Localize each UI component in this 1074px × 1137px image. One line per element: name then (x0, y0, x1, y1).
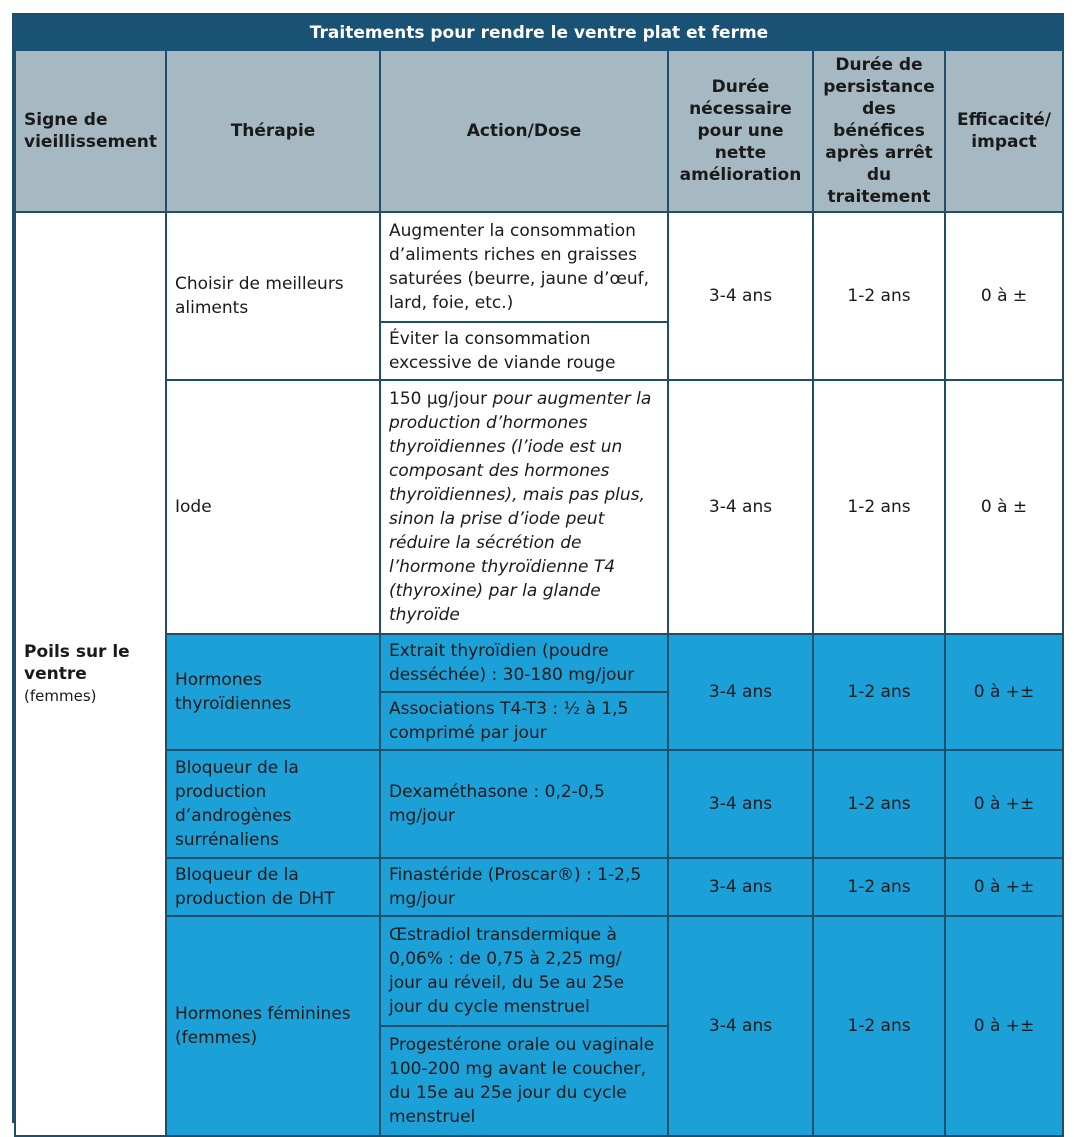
action-cell: Finastéride (Proscar®) : 1-2,5 mg/jour (380, 858, 668, 916)
header-efficacy: Efficacité/ impact (945, 50, 1063, 212)
therapy-cell: Hormones thyroïdiennes (166, 634, 380, 750)
action-cell (380, 380, 668, 634)
action-cell: Extrait thyroïdien (poudre desséchée) : 30-180 mg/jour (380, 634, 668, 692)
table-row (15, 858, 1063, 916)
therapy-cell: Iode (166, 380, 380, 634)
therapy-cell: Choisir de meilleurs aliments (166, 212, 380, 380)
therapy-cell: Bloqueur de la production d’androgènes surrénaliens (166, 750, 380, 858)
header-persistence: Durée de persistance des bénéfices après arrêt du traitement (813, 50, 945, 212)
efficacy-cell: 0 à ± (945, 212, 1063, 380)
sign-name: Poils sur le ventre (24, 642, 130, 684)
header-therapy: Thérapie (166, 50, 380, 212)
sign-note: (femmes) (24, 687, 97, 705)
persistence-cell: 1-2 ans (813, 634, 945, 750)
action-explanation-text: pour augmenter la production d’hormones thyroïdiennes (l’iode est un composant des hormones thyroïdiennes), mais pas plus, sinon la prise d’iode peut réduire la sécrétion de l’hormone thyroïdienne T4 (thyroxine) par la glande thyroïde (389, 389, 652, 625)
duration-cell: 3-4 ans (668, 634, 813, 750)
table-row (15, 634, 1063, 692)
table-header-row (15, 50, 1063, 212)
sign-cell (15, 212, 166, 1136)
duration-cell: 3-4 ans (668, 858, 813, 916)
persistence-cell: 1-2 ans (813, 212, 945, 380)
action-cell: Œstradiol transdermique à 0,06% : de 0,75 à 2,25 mg/ jour au réveil, du 5e au 25e jour du cycle menstruel (380, 916, 668, 1026)
therapy-cell: Hormones féminines (femmes) (166, 916, 380, 1136)
efficacy-cell: 0 à +± (945, 750, 1063, 858)
table-row (15, 750, 1063, 858)
therapy-cell: Bloqueur de la production de DHT (166, 858, 380, 916)
table-title-row (15, 16, 1063, 50)
header-action: Action/Dose (380, 50, 668, 212)
duration-cell: 3-4 ans (668, 212, 813, 380)
treatment-table-frame (12, 13, 1064, 1127)
persistence-cell: 1-2 ans (813, 380, 945, 634)
duration-cell: 3-4 ans (668, 916, 813, 1136)
action-cell: Progestérone orale ou vaginale 100-200 mg avant le coucher, du 15e au 25e jour du cycle menstruel (380, 1026, 668, 1136)
efficacy-cell: 0 à +± (945, 916, 1063, 1136)
table-row (15, 916, 1063, 1026)
action-dose-text: 150 µg/jour (389, 389, 493, 409)
efficacy-cell: 0 à +± (945, 858, 1063, 916)
action-cell: Augmenter la consommation d’aliments riches en graisses saturées (beurre, jaune d’œuf, lard, foie, etc.) (380, 212, 668, 322)
header-duration: Durée nécessaire pour une nette amélioration (668, 50, 813, 212)
persistence-cell: 1-2 ans (813, 858, 945, 916)
duration-cell: 3-4 ans (668, 750, 813, 858)
table-row (15, 212, 1063, 322)
efficacy-cell: 0 à +± (945, 634, 1063, 750)
table-title: Traitements pour rendre le ventre plat et ferme (15, 16, 1063, 50)
table-row (15, 380, 1063, 634)
action-cell: Dexaméthasone : 0,2-0,5 mg/jour (380, 750, 668, 858)
header-sign: Signe de vieillissement (15, 50, 166, 212)
persistence-cell: 1-2 ans (813, 750, 945, 858)
action-cell: Associations T4-T3 : ½ à 1,5 comprimé par jour (380, 692, 668, 750)
duration-cell: 3-4 ans (668, 380, 813, 634)
action-cell: Éviter la consommation excessive de viande rouge (380, 322, 668, 380)
efficacy-cell: 0 à ± (945, 380, 1063, 634)
persistence-cell: 1-2 ans (813, 916, 945, 1136)
treatment-table (14, 15, 1064, 1137)
